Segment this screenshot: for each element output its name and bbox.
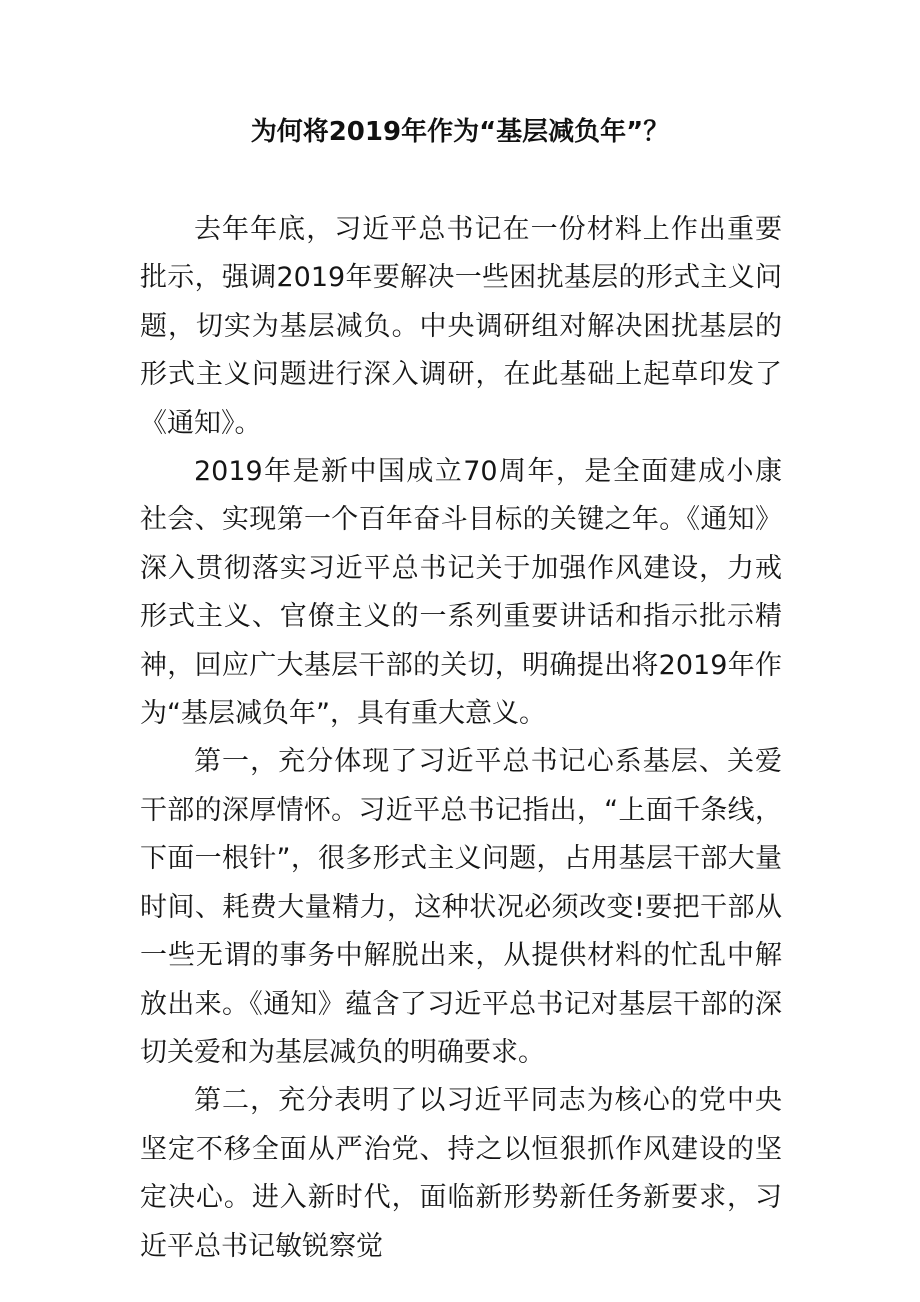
document-title: 为何将2019年作为“基层减负年”？ — [250, 117, 670, 147]
paragraph-significance: 2019年是新中国成立70周年，是全面建成小康社会、实现第一个百年奋斗目标的关键之年。《通知》深入贯彻落实习近平总书记关于加强作风建设，力戒形式主义、官僚主义的一系列重要讲话和指示批示精神，回应广大基层干部的关切，明确提出将2019年作为“基层减负年”，具有重大意义。 — [140, 456, 782, 730]
paragraph-first-point: 第一，充分体现了习近平总书记心系基层、关爱干部的深厚情怀。习近平总书记指出，“上面千条线，下面一根针”，很多形式主义问题，占用基层干部大量时间、耗费大量精力，这种状况必须改变!要把干部从一些无谓的事务中解脱出来，从提供材料的忙乱中解放出来。《通知》蕴含了习近平总书记对基层干部的深切关爱和为基层减负的明确要求。 — [140, 746, 782, 1068]
paragraph-second-point: 第二，充分表明了以习近平同志为核心的党中央坚定不移全面从严治党、持之以恒狠抓作风建设的坚定决心。进入新时代，面临新形势新任务新要求，习近平总书记敏锐察觉 — [140, 1085, 782, 1262]
document-body — [140, 206, 782, 1271]
paragraph-intro: 去年年底，习近平总书记在一份材料上作出重要批示，强调2019年要解决一些困扰基层的形式主义问题，切实为基层减负。中央调研组对解决困扰基层的形式主义问题进行深入调研，在此基础上起草印发了《通知》。 — [140, 214, 782, 439]
